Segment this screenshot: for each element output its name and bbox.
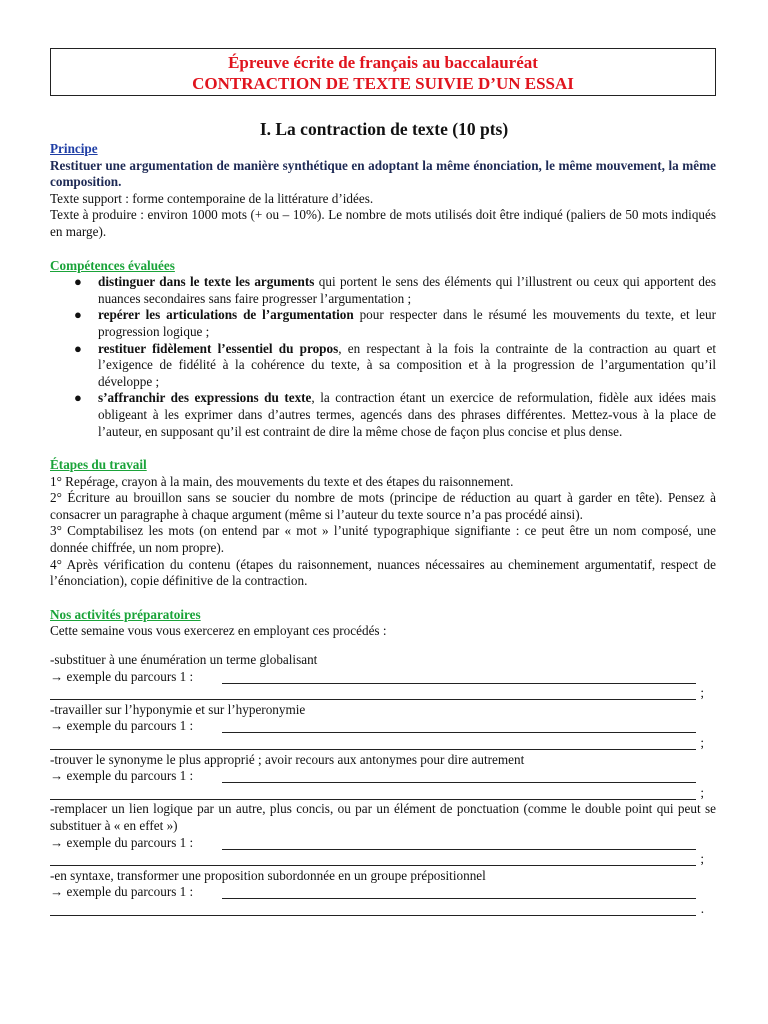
bullet-icon: ●: [74, 274, 82, 290]
line-end: ;: [700, 735, 704, 750]
bullet-icon: ●: [74, 390, 82, 406]
activity-text: -trouver le synonyme le plus approprié ; avoir recours aux antonymes pour dire autrement: [50, 751, 525, 767]
activity-text: -travailler sur l’hyponymie et sur l’hyperonymie: [50, 701, 306, 717]
activity-text: -en syntaxe, transformer une proposition subordonnée en un groupe prépositionnel: [50, 867, 486, 883]
answer-blank[interactable]: [50, 699, 696, 700]
etape-step: 2° Écriture au brouillon sans se soucier du nombre de mots (principe de réduction au quart à garder en tête). Pensez à consacrer un paragraphe à chaque argument (même si l’auteur du texte source n’a pas procédé ainsi).: [50, 490, 716, 522]
answer-blank[interactable]: [222, 898, 696, 899]
answer-blank[interactable]: [50, 799, 696, 800]
example-label: → exemple du parcours 1 :: [50, 768, 194, 784]
answer-blank[interactable]: [50, 865, 696, 866]
example-line: [50, 735, 716, 752]
activity-item: [50, 752, 716, 802]
activity-item: [50, 702, 716, 752]
competences-list: [50, 274, 716, 440]
activity-item: [50, 868, 716, 918]
principe-line-2: Texte à produire : environ 1000 mots (+ ou – 10%). Le nombre de mots utilisés doit être indiqué (paliers de 50 mots indiqués en marge).: [50, 207, 716, 239]
answer-blank[interactable]: [222, 732, 696, 733]
answer-blank[interactable]: [222, 849, 696, 850]
example-line: [50, 851, 716, 868]
section-title: I. La contraction de texte (10 pts): [259, 119, 509, 139]
bullet-icon: ●: [74, 307, 82, 323]
example-line: [50, 718, 716, 735]
example-line: [50, 901, 716, 918]
answer-blank[interactable]: [50, 749, 696, 750]
etape-step: 4° Après vérification du contenu (étapes du raisonnement, nuances nécessaires au cheminement argumentatif, respect de l’énonciation), copie définitive de la contraction.: [50, 556, 716, 589]
principe-statement: Restituer une argumentation de manière synthétique en adoptant la même énonciation, le même mouvement, la même composition.: [50, 157, 716, 190]
activites-intro: Cette semaine vous vous exercerez en employant ces procédés :: [50, 623, 387, 639]
activity-item: [50, 801, 716, 867]
line-end: .: [700, 900, 704, 916]
etape-step: 1° Repérage, crayon à la main, des mouvements du texte et des étapes du raisonnement.: [50, 473, 514, 489]
competences-heading: Compétences évaluées: [50, 257, 175, 273]
line-end: ;: [700, 851, 704, 867]
answer-blank[interactable]: [222, 683, 696, 684]
answer-blank[interactable]: [222, 782, 696, 783]
title-box: [50, 48, 716, 96]
example-line: [50, 768, 716, 785]
example-label: → exemple du parcours 1 :: [50, 884, 194, 900]
line-end: ;: [700, 784, 704, 800]
list-item: ● restituer fidèlement l’essentiel du propos, en respectant à la fois la contrainte de la contraction au quart et l’exigence de fidélité à la cohérence du texte, à sa composition et à la progression de l’argumentation qu’il développe ;: [74, 340, 716, 389]
title-line-1: Épreuve écrite de français au baccalauréat: [228, 53, 538, 72]
etape-step: 3° Comptabilisez les mots (on entend par « mot » l’unité typographique signifiante : ce peut être un nom composé, une donnée chiffrée, un nom propre).: [50, 523, 716, 556]
principe-heading: Principe: [50, 141, 98, 156]
document-body: [50, 141, 716, 918]
list-item: ● distinguer dans le texte les arguments qui portent le sens des éléments qui l’illustrent ou ceux qui apportent des nuances secondaires sans faire progresser l’argumentation ;: [74, 274, 716, 306]
principe-line-1: Texte support : forme contemporaine de la littérature d’idées.: [50, 190, 374, 206]
list-item: ● repérer les articulations de l’argumentation pour respecter dans le résumé les mouvements du texte, et leur progression logique ;: [74, 307, 716, 339]
example-label: → exemple du parcours 1 :: [50, 834, 194, 850]
activity-item: [50, 652, 716, 702]
etapes-heading: Étapes du travail: [50, 457, 147, 473]
activity-text: -substituer à une énumération un terme globalisant: [50, 652, 318, 668]
activites-heading: Nos activités préparatoires: [50, 606, 201, 622]
example-label: → exemple du parcours 1 :: [50, 668, 194, 684]
example-line: [50, 785, 716, 802]
line-end: ;: [700, 685, 704, 701]
example-line: [50, 669, 716, 686]
bullet-icon: ●: [74, 340, 82, 356]
example-label: → exemple du parcours 1 :: [50, 718, 194, 734]
list-item: ● s’affranchir des expressions du texte, la contraction étant un exercice de reformulation, fidèle aux idées mais obligeant à les exprimer dans d’autres termes, agencés dans des phrases différentes. Mettez-vous à la place de l’auteur, en supposant qu’il est contraint de dire la même chose de façon plus concise et plus dense.: [74, 390, 716, 439]
example-line: [50, 835, 716, 852]
example-line: [50, 884, 716, 901]
title-line-2: CONTRACTION DE TEXTE SUIVIE D’UN ESSAI: [192, 74, 574, 93]
answer-blank[interactable]: [50, 915, 696, 916]
example-line: [50, 685, 716, 702]
activity-text: -remplacer un lien logique par un autre, plus concis, ou par un élément de ponctuation (comme le double point qui peut se substituer à « en effet »): [50, 801, 716, 833]
